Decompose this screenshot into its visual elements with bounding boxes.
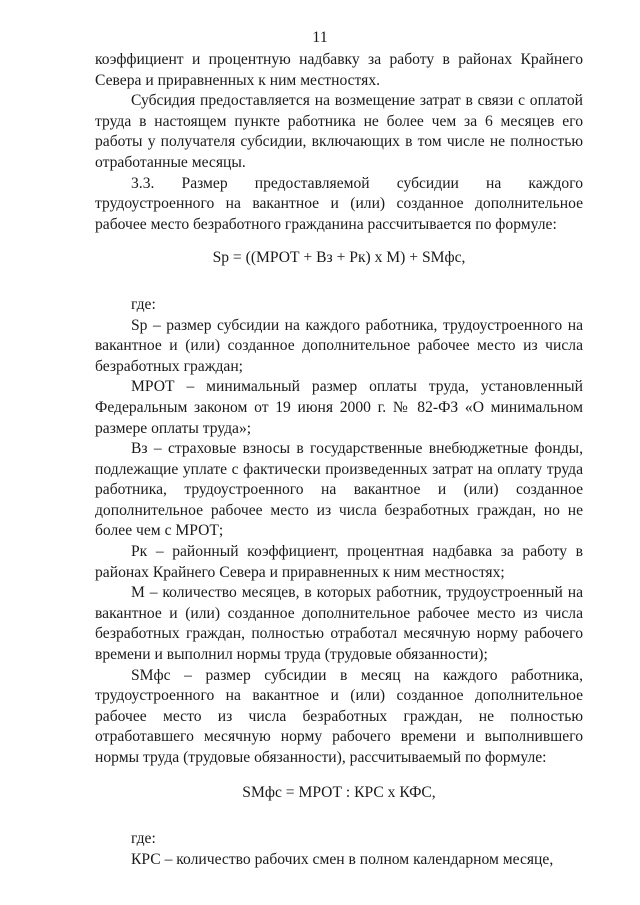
definition-krs: КРС – количество рабочих смен в полном календарном месяце, [131,850,554,868]
paragraph-3-3: 3.3. Размер предоставляемой субсидии на каждого трудоустроенного на вакантное и (или) созданное дополнительное рабочее место безработного гражданина рассчитывается по формуле: [95,174,583,233]
formula-smfs: SМфс = МРОТ : КРС х КФС, [242,783,436,801]
formula-sp: Sp = ((МРОТ + Вз + Рк) х М) + SМфс, [212,249,466,267]
paragraph-continuation: коэффициент и процентную надбавку за работу в районах Крайнего Севера и приравненных к ним местностях. [95,51,583,89]
definition-mrot: МРОТ – минимальный размер оплаты труда, установленный Федеральным законом от 19 июня 2000 г. № 82-ФЗ «О минимальном размере оплаты труда»; [95,378,583,437]
definition-sp: Sp – размер субсидии на каждого работника, трудоустроенного на вакантное и (или) созданное дополнительное рабочее место из числа безработных граждан; [95,316,583,375]
definition-rk: Рк – районный коэффициент, процентная надбавка за работу в районах Крайнего Севера и приравненных к ним местностях; [95,543,583,581]
document-body [95,50,583,870]
paragraph-subsidy-period: Субсидия предоставляется на возмещение затрат в связи с оплатой труда в настоящем пункте работника не более чем за 6 месяцев его работы у получателя субсидии, включающих в том числе не полностью отработанные месяцы. [95,92,583,171]
where-label-2: где: [131,830,156,848]
definition-m: М – количество месяцев, в которых работник, трудоустроенный на вакантное и (или) созданное дополнительное рабочее место из числа безработных граждан, полностью отработал месячную норму рабочего времени и выполнил нормы труда (трудовые обязанности); [95,584,583,664]
page-number: 11 [312,29,328,46]
definition-smfs: SМфс – размер субсидии в месяц на каждого работника, трудоустроенного на вакантное и (или) созданное дополнительное рабочее место из числа безработных граждан, не полностью отработавшего месячную норму рабочего времени и выполнившего нормы труда (трудовые обязанности), рассчитываемый по формуле: [95,666,583,766]
where-label: где: [131,295,156,313]
definition-vz: Вз – страховые взносы в государственные внебюджетные фонды, подлежащие уплате с фактически произведенных затрат на оплату труда работника, трудоустроенного на вакантное и (или) созданное дополнительное рабочее место из числа безработных граждан, но не более чем с МРОТ; [95,440,583,540]
